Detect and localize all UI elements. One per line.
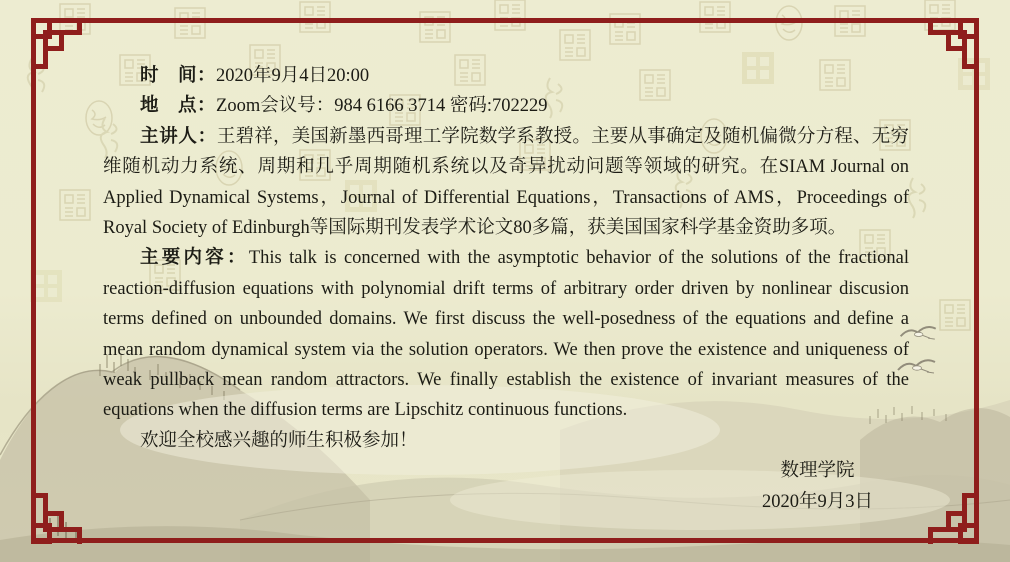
speaker-bio: 王碧祥，美国新墨西哥理工学院数学系教授。主要从事确定及随机偏微分方程、无穷维随机动力系统、周期和几乎周期随机系统以及奇异扰动问题等领域的研究。在SIAM Journal on Applied Dynamical Systems，Journal of Differential Equations，Transactions of AMS，Proceedings of Royal Society of Edinburgh等国际期刊发表学术论文80多篇，获美国国家科学基金资助多项。 [103, 126, 909, 239]
location-label: 地 点： [140, 96, 217, 117]
corner-knot-icon [931, 18, 980, 67]
corner-knot-icon [31, 18, 80, 67]
location-value: Zoom会议号：984 6166 3714 密码:702229 [216, 96, 548, 117]
corner-knot-icon [31, 496, 80, 545]
announcement-body [103, 61, 909, 517]
speaker-label: 主讲人： [140, 126, 217, 147]
abstract-paragraph [103, 243, 909, 425]
corner-knot-icon [931, 496, 980, 545]
time-line [103, 61, 909, 91]
signature-date: 2020年9月3日 [761, 491, 873, 512]
abstract-text: This talk is concerned with the asymptotic behavior of the solutions of the fractional reaction-diffusion equations with polynomial drift terms of arbitrary order driven by nonlinear discusion terms defined on unbounded domains. We first discuss the well-posedness of the equations and define a mean random dynamical system via the solution operators. We then prove the existence and uniqueness of weak pullback mean random attractors. We finally establish the existence of invariant measures of the equations when the diffusion terms are Lipschitz continuous functions. [103, 248, 909, 421]
abstract-label: 主要内容： [140, 248, 249, 269]
time-label: 时 间： [140, 66, 217, 86]
signature-block [762, 456, 873, 517]
location-line [103, 91, 909, 121]
welcome-line: 欢迎全校感兴趣的师生积极参加！ [140, 430, 418, 451]
speaker-paragraph [103, 122, 909, 244]
signature-organization: 数理学院 [780, 461, 855, 482]
time-value: 2020年9月4日20:00 [216, 66, 370, 86]
